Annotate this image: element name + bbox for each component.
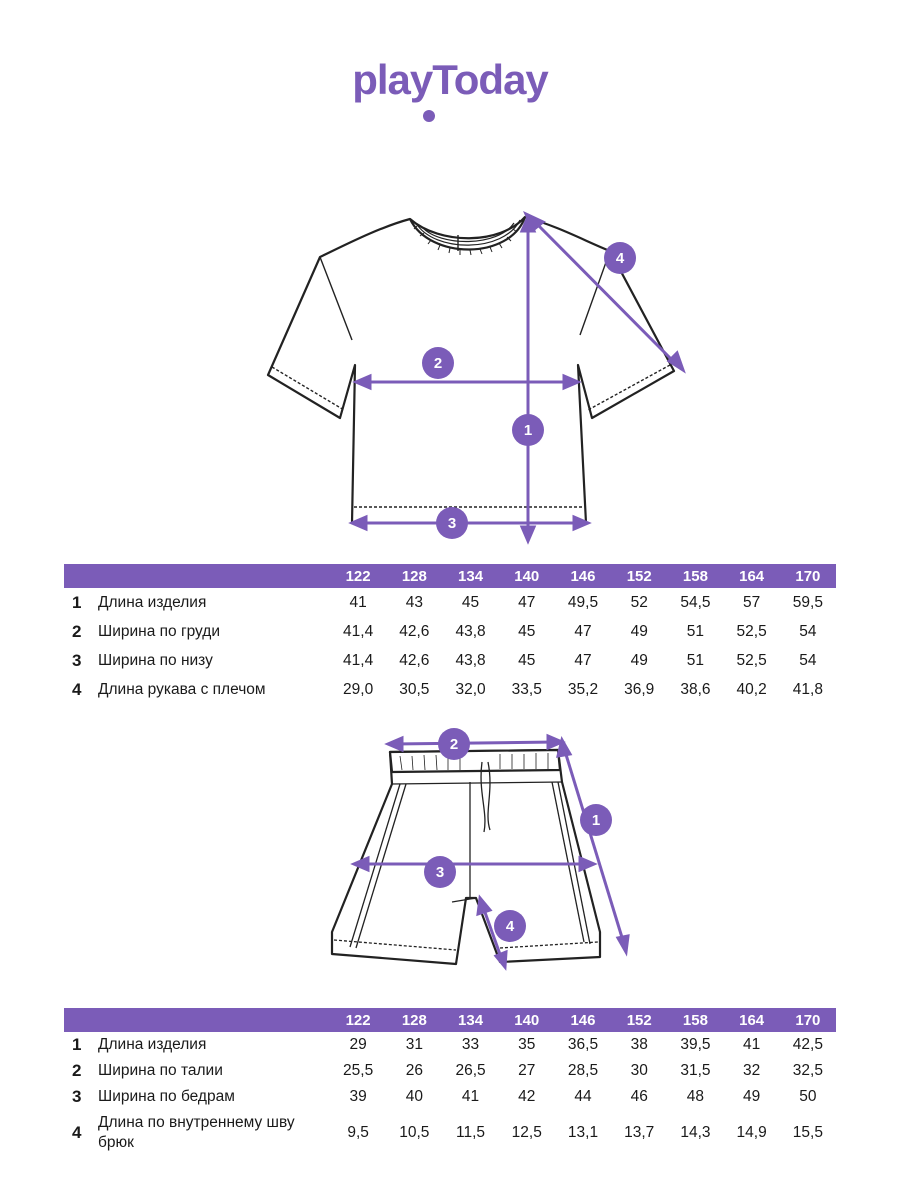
cell-value: 29,0 [343,680,374,698]
tshirt-marker-1 [512,414,544,446]
cell-value: 45 [461,593,480,611]
cell-value: 54,5 [680,593,711,611]
row-number: 4 [72,1123,82,1142]
size-header: 164 [724,564,780,588]
cell-value: 47 [574,622,592,640]
row-number: 1 [72,592,82,612]
row-label: Длина рукава с плечом [98,680,266,698]
cell-value: 32,5 [792,1062,823,1079]
tshirt-marker-4 [604,242,636,274]
row-number: 2 [72,1061,82,1080]
shorts-marker-1 [580,804,612,836]
cell-value: 31 [405,1036,423,1053]
cell-value: 35 [518,1036,536,1053]
playtoday-logo [320,52,580,127]
table-row [64,1032,836,1058]
cell-value: 36,5 [567,1036,599,1053]
cell-value: 49 [743,1088,761,1105]
cell-value: 42,6 [399,622,430,640]
cell-value: 29 [349,1036,367,1053]
svg-text:2: 2 [449,736,459,753]
size-header: 146 [555,564,611,588]
cell-value: 10,5 [399,1124,430,1141]
shorts-drawing [0,722,900,977]
table-row [64,675,836,704]
size-header: 152 [611,1008,667,1032]
table-header-row [64,1008,836,1032]
row-number: 4 [72,679,82,699]
row-number: 3 [72,650,82,670]
cell-value: 33,5 [511,680,542,698]
svg-text:1: 1 [591,812,601,829]
cell-value: 49 [630,622,648,640]
size-header: 146 [555,1008,611,1032]
size-header: 140 [499,564,555,588]
cell-value: 42,6 [399,651,430,669]
cell-value: 13,1 [567,1124,599,1141]
cell-value: 52,5 [736,622,767,640]
table-row [64,1084,836,1110]
cell-value: 43,8 [455,651,486,669]
cell-value: 25,5 [343,1062,374,1079]
tshirt-drawing [0,205,900,550]
row-number: 1 [72,1035,82,1054]
shorts-size-table [64,1008,836,1156]
svg-text:4: 4 [615,250,625,267]
cell-value: 9,5 [347,1124,369,1141]
size-header: 170 [780,564,836,588]
size-header: 158 [667,564,723,588]
cell-value: 27 [518,1062,536,1079]
cell-value: 42 [518,1088,536,1105]
cell-value: 47 [574,651,592,669]
cell-value: 14,3 [680,1124,711,1141]
shorts-marker-3 [424,856,456,888]
cell-value: 48 [686,1088,705,1105]
size-header: 140 [499,1008,555,1032]
svg-text:3: 3 [447,515,457,532]
svg-text:4: 4 [505,918,515,935]
cell-value: 12,5 [511,1124,542,1141]
cell-value: 14,9 [736,1124,767,1141]
table-row [64,646,836,675]
svg-text:3: 3 [435,864,445,881]
cell-value: 36,9 [624,680,655,698]
cell-value: 51 [686,622,705,640]
cell-value: 40 [405,1088,423,1105]
shorts-marker-2 [438,728,470,760]
cell-value: 49 [630,651,648,669]
cell-value: 13,7 [624,1124,655,1141]
svg-text:2: 2 [433,355,443,372]
shorts-marker-4 [494,910,526,942]
size-header: 122 [330,564,386,588]
cell-value: 30,5 [399,680,430,698]
cell-value: 40,2 [736,680,767,698]
size-header: 170 [780,1008,836,1032]
cell-value: 11,5 [456,1124,486,1141]
cell-value: 38,6 [680,680,711,698]
cell-value: 32,0 [455,680,486,698]
cell-value: 41,4 [343,651,374,669]
size-header: 134 [442,564,498,588]
cell-value: 41 [349,593,367,611]
tshirt-marker-3 [436,507,468,539]
table-header-row [64,564,836,588]
cell-value: 50 [799,1088,817,1105]
cell-value: 31,5 [680,1062,711,1079]
row-number: 2 [72,621,82,641]
cell-value: 45 [518,651,536,669]
row-number: 3 [72,1087,82,1106]
size-header: 158 [667,1008,723,1032]
tshirt-diagram [0,205,900,550]
tshirt-marker-2 [422,347,454,379]
cell-value: 30 [630,1062,648,1079]
size-header: 122 [330,1008,386,1032]
shorts-waistband [390,750,560,772]
cell-value: 26,5 [455,1062,486,1079]
cell-value: 28,5 [567,1062,599,1079]
table-row [64,617,836,646]
cell-value: 41,8 [792,680,823,698]
cell-value: 39,5 [680,1036,711,1053]
cell-value: 59,5 [792,593,823,611]
cell-value: 44 [574,1088,592,1105]
row-label: Длина изделия [98,593,207,611]
logo-dot [423,110,435,122]
cell-value: 43,8 [455,622,486,640]
row-label: Длина изделия [98,1036,207,1053]
row-label: Ширина по груди [98,622,220,640]
cell-value: 26 [405,1062,423,1079]
cell-value: 51 [686,651,705,669]
cell-value: 54 [799,651,817,669]
size-header: 128 [386,564,442,588]
shorts-diagram [0,722,900,977]
row-label: Ширина по низу [98,651,213,669]
cell-value: 54 [799,622,817,640]
cell-value: 41 [461,1088,480,1105]
cell-value: 52 [630,593,648,611]
cell-value: 39 [349,1088,367,1105]
cell-value: 57 [743,593,761,611]
cell-value: 43 [405,593,423,611]
table-row [64,1110,836,1156]
row-label: Длина по внутреннему шву брюк [98,1114,295,1151]
cell-value: 32 [743,1062,761,1079]
brand-logo [0,52,900,127]
brand-name: playToday [352,56,548,103]
tshirt-size-table [64,564,836,704]
cell-value: 52,5 [736,651,767,669]
table-row [64,1058,836,1084]
cell-value: 33 [461,1036,480,1053]
row-label: Ширина по талии [98,1062,223,1079]
cell-value: 35,2 [567,680,599,698]
size-header: 128 [386,1008,442,1032]
cell-value: 15,5 [792,1124,823,1141]
row-label: Ширина по бедрам [98,1088,235,1105]
cell-value: 38 [630,1036,648,1053]
size-header: 134 [442,1008,498,1032]
cell-value: 47 [518,593,536,611]
svg-text:1: 1 [523,422,533,439]
cell-value: 41,4 [343,622,374,640]
cell-value: 49,5 [567,593,599,611]
cell-value: 46 [630,1088,648,1105]
size-header: 152 [611,564,667,588]
cell-value: 45 [518,622,536,640]
size-header: 164 [724,1008,780,1032]
cell-value: 41 [743,1036,761,1053]
table-row [64,588,836,617]
cell-value: 42,5 [792,1036,823,1053]
